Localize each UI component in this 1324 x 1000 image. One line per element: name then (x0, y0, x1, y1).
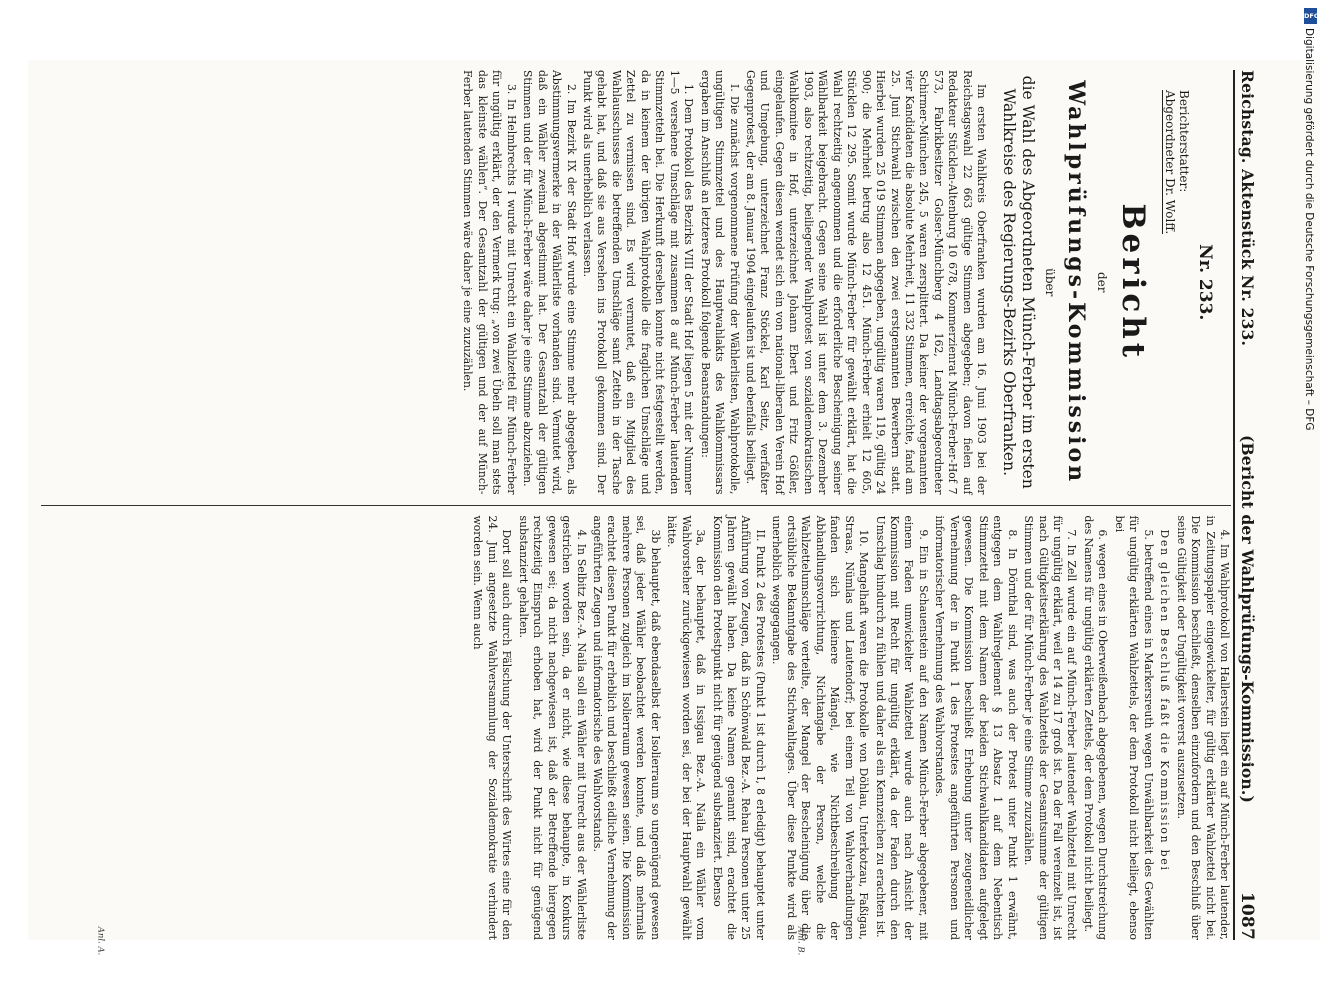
right-paragraph-forgery: Dort soll auch durch Fälschung der Unterschrift des Wirtes eine für den 24. Juni angesetzte Wahlversammlung der Sozialdemokratie verhindert worden sein. Wenn auch (471, 515, 514, 940)
right-paragraph-8: 8. In Dörnthal sind, was auch der Protest unter Punkt 1 erwähnt, entgegen dem Wahlreglement § 13 Absatz 1 auf dem Nebentisch Stimmzettel mit dem Namen der beiden Stichwahlkandidaten aufgelegt gewesen. Die Kommission beschließt Erhebung unter zeugeneidlicher Vernehmung der in Punkt 1 des Protestes angeführten Personen und informatorischer Vernehmung des Wahlvorstandes. (933, 515, 1019, 940)
right-paragraph-3a: 3a, der behauptet, daß in Issigau Bez.-A. Naila ein Wähler vom Wahlvorsteher zurückgewiesen worden sei, der bei der Hauptwahl gewählt hätte. (665, 515, 708, 940)
right-paragraph-4-selbitz: 4. In Selbitz Bez.-A. Naila soll ein Wähler mit Unrecht aus der Wählerliste gestrichen worden sein, da er nicht, wie diese behaupte, in Konkurs gewesen sei; da nicht nachgewiesen ist, daß der Betreffende hiergegen rechtzeitig Einspruch erhoben hat, wird der Punkt nicht für genügend substanziert gehalten. (516, 515, 588, 940)
right-column (41, 505, 1231, 941)
page-content-rotated (28, 60, 1263, 950)
left-paragraph-1: 1. Dem Protokoll des Bezirks VIII der Stadt Hof liegen 5 mit der Nummer 1—5 versehene Umschläge mit zusammen 8 auf Münch-Ferber lautenden Stimmzetteln bei. Die Herkunft derselben konnte nicht festgestellt werden, da in keinem der übrigen Wahlprotokolle die fraglichen Umschläge und Zettel zu vermissen sind. Es wird vermutet, daß ein Mitglied des Wahlausschusses die betreffenden Umschläge samt Zetteln in der Tasche gehabt hat, und daß sie aus Versehen ins Protokoll gekommen sind. Der Punkt wird als unerheblich verlassen. (581, 70, 696, 495)
annex-mark-a: Anl. A. (95, 926, 106, 956)
header-left: Reichstag. Aktenstück Nr. 233. (1238, 70, 1257, 347)
title-ueber: über (1043, 268, 1057, 297)
right-paragraph-7: 7. In Zell wurde ein auf Münch-Ferber lautender Wahlzettel mit Unrecht für ungültig erklärt, weil er 14 zu 17 groß ist. Da der Fall vereinzelt ist, ist nach Gültigkeitserklärung des Wahlzettels der Gesamtsumme der gültigen Stimmen und der für Münch-Ferber je eine Stimme zuzuzählen. (1022, 515, 1079, 940)
report-subject: die Wahl des Abgeordneten Münch-Ferber im ersten Wahlkreise des Regierungs-Bezirks Oberfranken. (999, 75, 1037, 489)
header-center: (Bericht der Wahlprüfungs-Kommission.) (1238, 434, 1257, 804)
right-paragraph-4: 4. Im Wahlprotokoll von Hallerstein liegt ein auf Münch-Ferber lautender, in Zeitungspapier eingewickelter, für gültig erklärter Wahlzettel nicht bei. Die Kommission beschließt, denselben einzufordern und den Beschluß über seine Gültigkeit oder Ungültigkeit vorerst auszusetzen. (1174, 515, 1231, 940)
right-paragraph-9: 9. Ein in Schauenstein auf den Namen Münch-Ferber abgegebener, mit einem Faden umwickelter Wahlzettel wurde auch nach Ansicht der Kommission mit Recht für ungültig erklärt, da der Faden durch den Umschlag hindurch zu fühlen und daher als ein Kennzeichen zu erachten ist. (873, 515, 930, 940)
running-header (1233, 70, 1257, 940)
dfg-logo-icon: DFG (1304, 8, 1317, 24)
left-paragraph-section-I: I. Die zunächst vorgenommene Prüfung der Wählerlisten, Wahlprotokolle, ungültigen Stimmzettel und des Hauptwahlakts des Wahlkommissars ergaben im Anschluß an letzteres Protokoll folgende Beanstandungen: (698, 70, 741, 495)
right-paragraph-3b: 3b behauptet, daß ebendaselbst der Isolierraum so ungenügend gewesen sei, daß jeder Wähler beobachtet werden konnte, und daß mehrmals mehrere Personen zugleich im Isolierraum gewesen seien. Die Kommission erachtet diesen Punkt für erheblich und beschließt eidliche Vernehmung der angeführten Zeugen und informatorische des Wahlvorstands. (590, 515, 662, 940)
left-paragraph-3: 3. In Helmbrechts I wurde mit Unrecht ein Wahlzettel für Münch-Ferber für ungültig erklärt, der den Vermerk trug: „von zwei Übeln soll man stets das kleinste wählen“. Der Gesamtzahl der gültigen und der auf Münch-Ferber lautenden Stimmen wäre daher je eine zuzuzählen. (461, 70, 518, 495)
scanned-page (28, 60, 1320, 956)
title-der: der (1095, 271, 1109, 293)
document-title: Bericht (1115, 203, 1151, 362)
reporter-label: Berichterstatter: (1177, 90, 1191, 193)
digitization-stamp (1297, 6, 1321, 728)
digitization-stamp-text: Digitalisierung gefördert durch die Deutsche Forschungsgemeinschaft – DFG (1303, 28, 1315, 431)
page-number: 1087 (1237, 891, 1257, 940)
text-columns (41, 70, 1231, 940)
committee-name: Wahlprüfungs-Kommission (1063, 80, 1089, 485)
left-column (41, 70, 1231, 505)
title-block (998, 70, 1215, 495)
reporter-name (1163, 90, 1177, 495)
right-paragraph-same-decision: Den gleichen Beschluß faßt die Kommission bei (1158, 529, 1172, 872)
left-paragraph-2: 2. Im Bezirk IX der Stadt Hof wurde eine Stimme mehr abgegeben, als Abstimmungsvermerke in der Wählerliste vorhanden sind. Vermutet wird, daß ein Wähler zweimal abgestimmt hat. Der Gesamtzahl der gültigen Stimmen und der für Münch-Ferber wäre daher je eine Stimme abzuziehen. (521, 70, 578, 495)
right-paragraph-section-II: II. Punkt 2 des Protestes (Punkt 1 ist durch I, 8 erledigt) behauptet unter Anführung von Zeugen, daß in Schönwald Bez.-A. Rehau Personen unter 25 Jahren gewählt haben. Da keine Namen genannt sind, erachtet die Kommission den Protestpunkt nicht für genügend substanziert. Ebenso (710, 515, 767, 940)
right-paragraph-6: 6. wegen eines in Oberweißenbach abgegebenen, wegen Durchstreichung des Namens für ungültig erklärten Zettels, der dem Protokoll nicht beiliegt. (1081, 515, 1110, 940)
reporter-name-text: Abgeordneter Dr. Wolff. (1163, 90, 1177, 235)
left-paragraph-intro: Im ersten Wahlkreis Oberfranken wurden am 16. Juni 1903 bei der Reichstagswahl 22 663 gültige Stimmen abgegeben; davon fielen auf Redakteur Stücklen-Altenburg 10 678, Kommerzienrat Münch-Ferber-Hof 7 573, Fabrikbesitzer Golser-Münchberg 4 162, Landtagsabgeordneter Schirmer-München 245, 5 waren zersplittert. Da keiner der vorgenannten vier Kandidaten die absolute Mehrheit, 11 332 Stimmen, erreichte, fand am 25. Juni Stichwahl zwischen den zwei erstgenannten Bewerbern statt. Hierbei wurden 25 019 Stimmen abgegeben, ungültig waren 119, gültig 24 900; die Mehrheit betrug also 12 451. Münch-Ferber erhielt 12 605, Stücklen 12 295. Somit wurde Münch-Ferber für gewählt erklärt, hat die Wahl rechtzeitig angenommen und die erforderliche Bescheinigung seiner Wählbarkeit beigebracht. Gegen seine Wahl ist unter dem 3. Dezember 1903, also rechtzeitig, beiliegender Wahlprotest von sozialdemokratischen Wahlkomitee in Hof, unterzeichnet Johann Ebert und Fritz Gößler, eingelaufen. Gegen diesen wendet sich ein von national-liberalen Verein Hof und Umgebung, unterzeichnet Franz Stöckel, Karl Seitz, verfaßter Gegenprotest, der am 8. Januar 1904 eingelaufen ist und ebenfalls beiliegt. (744, 70, 989, 495)
right-paragraph-10: 10. Mangelhaft waren die Protokolle von Döhlau, Unterkotzau, Faßigau, Straas, Nümlas und Lautendorf; bei einem Teil von Wahlverhandlungen fanden sich kleinere Mängel, wie Nichtbeschreibung der Abhandlungsvorrichtung, Nichtangabe der Person, welche die Wahlzettelumschläge verteilte, der Mangel der Bescheinigung über die ortsübliche Bekanntgabe des Stichwahltages. Über diese Punkte wird als unerheblich weggegangen. (770, 515, 871, 940)
right-paragraph-5: 5. betreffend eines in Markersreuth wegen Unwählbarkeit des Gewählten für ungültig erklärten Wahlzettels, der dem Protokoll nicht beiliegt, ebenso bei (1112, 515, 1155, 940)
annex-mark-b: Anl. B. (795, 926, 806, 956)
report-number: Nr. 233. (1195, 244, 1215, 321)
